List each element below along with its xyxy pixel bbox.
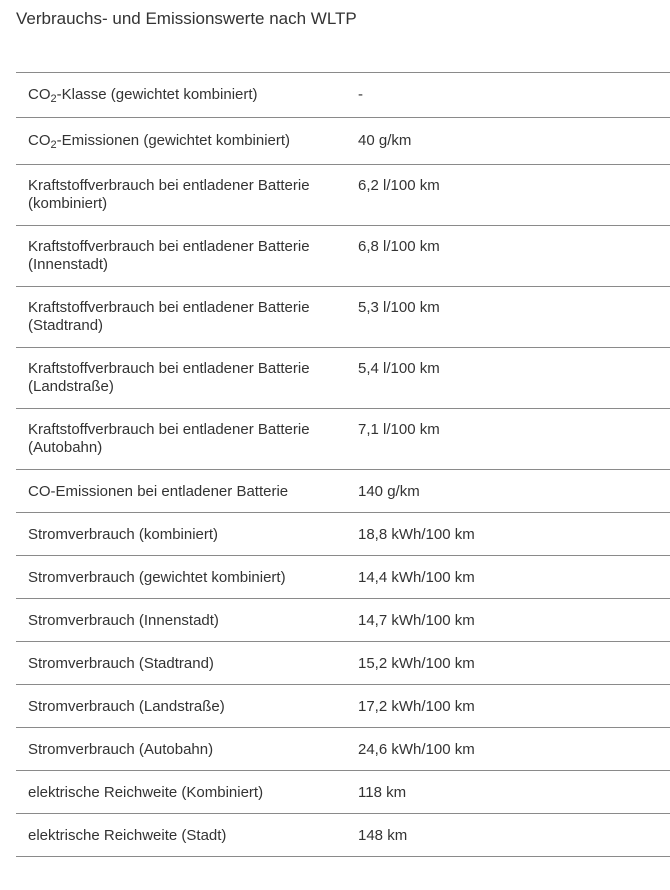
table-row: [16, 685, 670, 728]
row-label: Stromverbrauch (gewichtet kombiniert): [28, 569, 286, 586]
emissions-table: [16, 72, 670, 857]
table-row: [16, 226, 670, 287]
row-value: 6,2 l/100 km: [358, 177, 440, 194]
table-row: [16, 814, 670, 857]
row-value: 14,7 kWh/100 km: [358, 612, 475, 629]
table-row: [16, 642, 670, 685]
table-row: [16, 728, 670, 771]
row-label: $CO_2$-Klasse (gewichtet kombiniert): [28, 86, 258, 105]
table-row: [16, 599, 670, 642]
page-title: Verbrauchs- und Emissionswerte nach WLTP: [16, 9, 357, 28]
row-label: Stromverbrauch (Autobahn): [28, 741, 214, 758]
row-value: 5,4 l/100 km: [358, 360, 440, 377]
row-label: Stromverbrauch (Innenstadt): [28, 612, 219, 629]
row-value: 40 g/km: [358, 132, 412, 149]
row-label: Kraftstoffverbrauch bei entladener Batterie (Landstraße): [28, 360, 310, 395]
row-label: Kraftstoffverbrauch bei entladener Batterie (Autobahn): [28, 421, 310, 456]
row-label: elektrische Reichweite (Kombiniert): [28, 784, 264, 801]
row-value: 15,2 kWh/100 km: [358, 655, 475, 672]
row-label: Stromverbrauch (Landstraße): [28, 698, 225, 715]
row-value: 6,8 l/100 km: [358, 238, 440, 255]
row-label: Kraftstoffverbrauch bei entladener Batterie (Stadtrand): [28, 299, 310, 334]
table-row: [16, 771, 670, 814]
row-label: Stromverbrauch (kombiniert): [28, 526, 219, 543]
row-value: 7,1 l/100 km: [358, 421, 440, 438]
table-row: [16, 165, 670, 226]
row-value: 17,2 kWh/100 km: [358, 698, 475, 715]
table-row: [16, 287, 670, 348]
row-label: Kraftstoffverbrauch bei entladener Batterie (Innenstadt): [28, 238, 310, 273]
table-row: [16, 556, 670, 599]
row-label: $CO_2$-Emissionen (gewichtet kombiniert): [28, 132, 291, 151]
row-label: Stromverbrauch (Stadtrand): [28, 655, 214, 672]
table-row: [16, 348, 670, 409]
row-value: 148 km: [358, 827, 408, 844]
table-row: [16, 73, 670, 118]
table-row: [16, 470, 670, 513]
table-row: [16, 118, 670, 165]
row-value: 24,6 kWh/100 km: [358, 741, 475, 758]
row-label: elektrische Reichweite (Stadt): [28, 827, 227, 844]
row-value: 140 g/km: [358, 483, 420, 500]
table-row: [16, 513, 670, 556]
row-value: 118 km: [358, 784, 407, 801]
row-label: CO-Emissionen bei entladener Batterie: [28, 483, 289, 500]
row-value: 5,3 l/100 km: [358, 299, 440, 316]
row-value: 18,8 kWh/100 km: [358, 526, 475, 543]
row-value: -: [358, 86, 363, 103]
table-row: [16, 409, 670, 470]
row-label: Kraftstoffverbrauch bei entladener Batterie (kombiniert): [28, 177, 310, 212]
row-value: 14,4 kWh/100 km: [358, 569, 475, 586]
